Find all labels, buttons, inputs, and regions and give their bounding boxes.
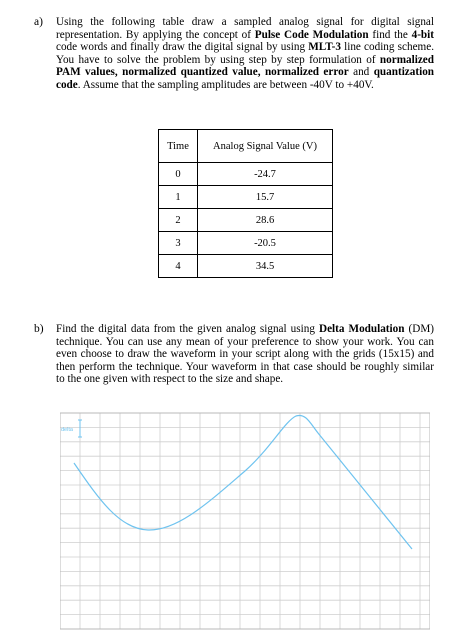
table-row <box>159 186 333 209</box>
figure-border <box>60 413 430 629</box>
time-cell: 1 <box>159 186 198 209</box>
delta-label: delta <box>61 427 73 433</box>
time-column-header: Time <box>159 130 198 163</box>
text-run: . Assume that the sampling amplitudes are between -40V to +40V. <box>77 78 374 91</box>
time-cell: 0 <box>159 163 198 186</box>
delta-marker <box>61 420 82 437</box>
text-run: find the <box>368 28 412 41</box>
part-a-question-text <box>56 16 434 92</box>
time-cell: 3 <box>159 232 198 255</box>
text-run: (DM) technique. You can use any mean of your preference to show your work. You can even choose to draw the waveform in your script along with the grids (15x15) and then perform the technique. Your waveform in that case should be roughly similar to the one given with respect to the size and shape. <box>56 323 434 386</box>
analog-waveform <box>74 415 412 549</box>
part-b-label: b) <box>34 323 44 335</box>
part-b-question-text <box>56 323 434 386</box>
bold-term: Pulse Code Modulation <box>254 28 369 41</box>
time-cell: 4 <box>159 255 198 278</box>
part-a-label: a) <box>34 16 43 28</box>
bold-term: MLT-3 <box>308 41 341 54</box>
text-run: line coding scheme. You have to solve the problem by using step by step formulation of <box>56 41 435 66</box>
bold-term: normalized PAM values, normalized quantized value, normalized error <box>56 53 434 79</box>
value-cell: 34.5 <box>198 255 333 278</box>
text-run: Using the following table draw a sampled analog signal for digital signal representation. By applying the concept of <box>56 16 434 41</box>
table-row <box>159 232 333 255</box>
text-run: and <box>348 66 374 79</box>
table-row <box>159 163 333 186</box>
grid <box>60 413 430 629</box>
signal-table <box>158 129 333 278</box>
bold-term: Delta Modulation <box>318 323 405 335</box>
table-row <box>159 255 333 278</box>
time-cell: 2 <box>159 209 198 232</box>
delta-modulation-figure <box>60 411 430 633</box>
table-header-row <box>159 130 333 163</box>
value-cell: -20.5 <box>198 232 333 255</box>
text-run: code words and finally draw the digital signal by using <box>56 41 309 54</box>
bold-term: 4-bit <box>411 28 434 41</box>
text-run: Find the digital data from the given analog signal using <box>56 323 319 335</box>
value-cell: -24.7 <box>198 163 333 186</box>
value-column-header: Analog Signal Value (V) <box>198 130 333 163</box>
table-row <box>159 209 333 232</box>
value-cell: 15.7 <box>198 186 333 209</box>
bold-term: quantization code <box>56 66 435 91</box>
value-cell: 28.6 <box>198 209 333 232</box>
